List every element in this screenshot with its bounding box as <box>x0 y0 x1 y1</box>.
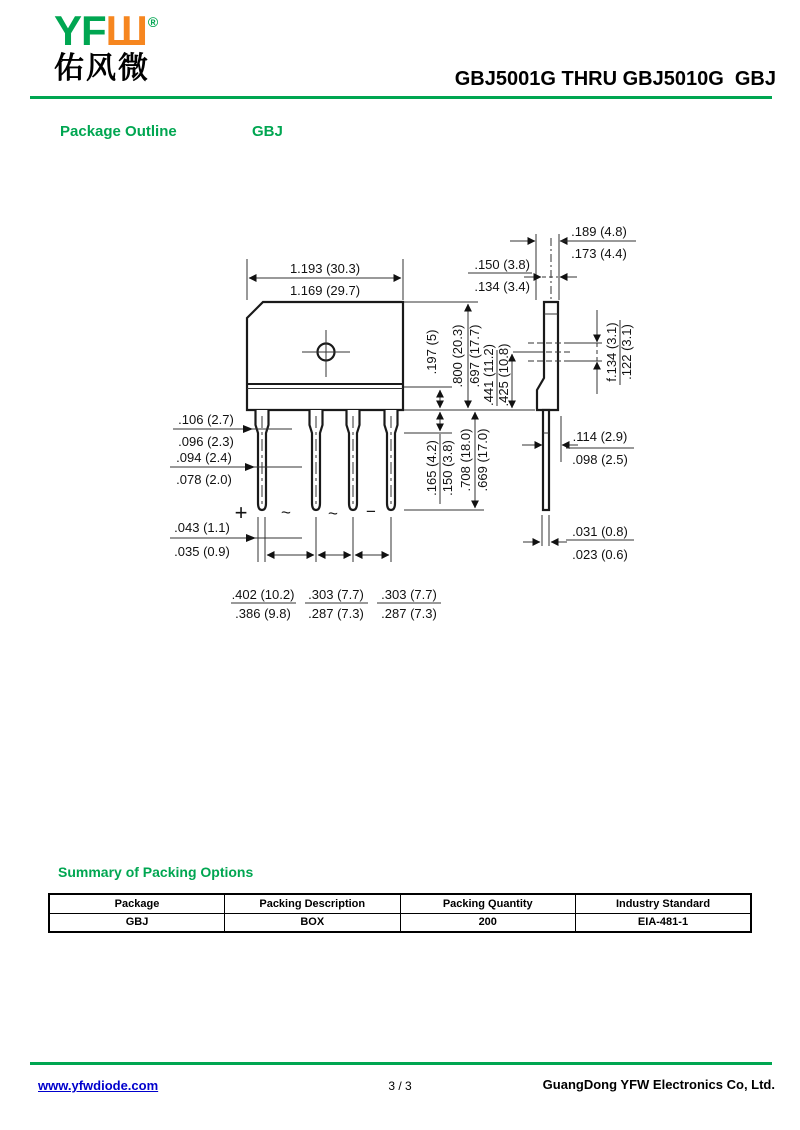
dim-front-height-max: .800 (20.3) <box>450 324 465 388</box>
dim-front-pitch2-min: .287 (7.3) <box>308 606 364 621</box>
dim-front-width-min: 1.169 (29.7) <box>289 283 361 298</box>
package-outline-drawing <box>165 215 645 625</box>
dim-front-pin-tip-width-max: .043 (1.1) <box>174 520 230 535</box>
footer-divider <box>30 1062 772 1065</box>
dim-side-depth-min: .173 (4.4) <box>571 246 627 261</box>
dim-front-hole-offset-min: .425 (10.8) <box>496 343 511 407</box>
dim-front-pitch3-min: .287 (7.3) <box>381 606 437 621</box>
dim-front-pitch1-max: .402 (10.2) <box>231 587 295 602</box>
company-logo <box>54 7 159 85</box>
section-heading-package-outline: Package Outline <box>60 123 177 140</box>
dim-front-height-min: .697 (17.7) <box>467 324 482 388</box>
dim-side-pin-thick-max: .031 (0.8) <box>572 524 628 539</box>
leader-arrowhead <box>245 463 255 471</box>
column-header-packing-description: Packing Description <box>225 894 401 913</box>
dim-side-pin-depth-min: .098 (2.5) <box>572 452 628 467</box>
logo-chinese-name: 佑风微 <box>54 52 150 85</box>
dim-front-hole-offset-max: .441 (11.2) <box>481 344 496 406</box>
column-header-packing-quantity: Packing Quantity <box>400 894 576 913</box>
dim-front-pin-width-min: .078 (2.0) <box>176 472 232 487</box>
logo-text-latin: YF <box>54 7 106 54</box>
side-body-outline <box>537 302 558 410</box>
dim-front-width-max: 1.193 (30.3) <box>289 261 361 276</box>
cell-packing-quantity: 200 <box>400 913 576 932</box>
dim-side-body-depth-min: .134 (3.4) <box>474 279 530 294</box>
cell-packing-description: BOX <box>225 913 401 932</box>
dim-front-pitch1-min: .386 (9.8) <box>235 606 291 621</box>
logo-mark-glyph: Ш <box>105 7 148 54</box>
dim-side-pin-thick-min: .023 (0.6) <box>572 547 628 562</box>
package-name-label: GBJ <box>252 123 283 140</box>
side-pin <box>543 410 549 510</box>
dim-front-pin-upper-width-max: .106 (2.7) <box>178 412 234 427</box>
registered-trademark-icon: ® <box>147 14 159 30</box>
dim-front-pin-upper-width-min: .096 (2.3) <box>178 434 234 449</box>
leader-arrowhead <box>246 534 256 542</box>
dim-front-pin-length-min: .669 (17.0) <box>475 428 490 492</box>
dim-front-shoulder-max: .165 (4.2) <box>424 440 439 496</box>
dim-side-depth-max: .189 (4.8) <box>571 224 627 239</box>
table-row <box>49 913 751 932</box>
dim-front-pitch2-max: .303 (7.7) <box>308 587 364 602</box>
dim-front-seam-to-base: .197 (5) <box>424 329 439 375</box>
section-heading-packing: Summary of Packing Options <box>58 864 254 880</box>
table-header-row <box>49 894 751 913</box>
website-link[interactable]: www.yfwdiode.com <box>38 1078 159 1093</box>
company-name: GuangDong YFW Electronics Co, Ltd. <box>542 1077 775 1092</box>
cell-package: GBJ <box>49 913 225 932</box>
leader-arrowhead <box>243 425 253 433</box>
page-number: 3 / 3 <box>388 1079 412 1093</box>
column-header-industry-standard: Industry Standard <box>576 894 752 913</box>
terminal-label-plus: + <box>234 500 248 525</box>
dim-front-shoulder-min: .150 (3.8) <box>440 440 455 496</box>
dim-front-pin-tip-width-min: .035 (0.9) <box>174 544 230 559</box>
dim-side-pin-depth-max: .114 (2.9) <box>572 429 628 444</box>
dim-front-pitch3-max: .303 (7.7) <box>381 587 437 602</box>
dim-side-hole-dia-max: f.134 (3.1) <box>604 322 619 382</box>
dim-side-body-depth-max: .150 (3.8) <box>474 257 530 272</box>
dim-front-pin-width-max: .094 (2.4) <box>176 450 232 465</box>
terminal-label-ac2: ~ <box>328 504 338 523</box>
dim-side-hole-dia-min: .122 (3.1) <box>619 324 634 380</box>
header-divider <box>30 96 772 99</box>
terminal-label-minus: − <box>366 502 376 521</box>
dim-front-pin-length-max: .708 (18.0) <box>458 428 473 492</box>
cell-industry-standard: EIA-481-1 <box>576 913 752 932</box>
page-title: GBJ5001G THRU GBJ5010G GBJ <box>454 68 776 90</box>
column-header-package: Package <box>49 894 225 913</box>
packing-options-table <box>48 893 752 933</box>
terminal-label-ac1: ~ <box>281 503 291 522</box>
